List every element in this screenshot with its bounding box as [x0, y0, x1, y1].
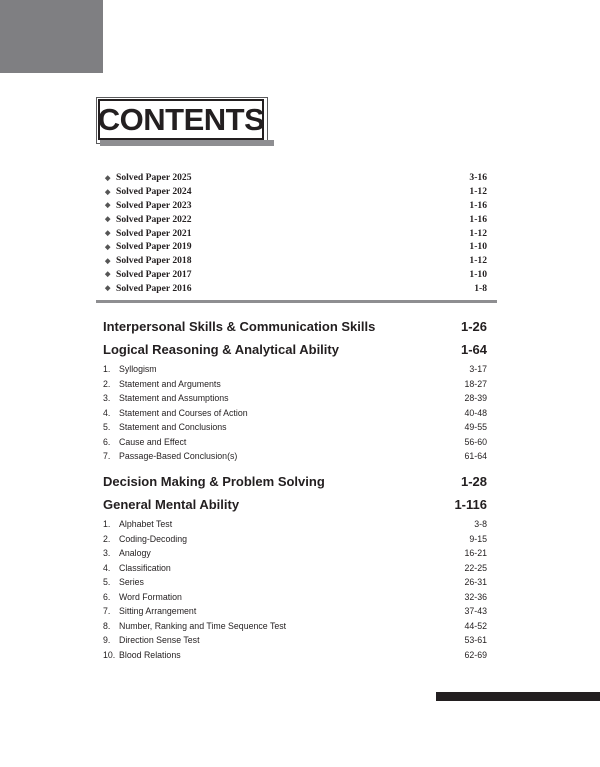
chapter-label: Word Formation [119, 591, 182, 602]
bullet-icon: ◆ [105, 201, 111, 210]
chapter-number: 2. [103, 378, 111, 389]
chapter-pages: 3-17 [469, 364, 487, 375]
title-box [98, 99, 264, 140]
chapter-number: 6. [103, 436, 111, 447]
solved-paper-row[interactable] [105, 212, 487, 226]
chapter-label: Number, Ranking and Time Sequence Test [119, 620, 287, 631]
chapter-label: Syllogism [119, 364, 157, 375]
chapter-pages: 44-52 [464, 620, 487, 631]
chapter-row[interactable] [103, 532, 487, 547]
chapter-number: 1. [103, 364, 111, 375]
section-heading[interactable] [103, 474, 487, 489]
chapter-pages: 16-21 [464, 548, 487, 559]
solved-paper-pages: 1-16 [469, 213, 487, 225]
chapter-number: 2. [103, 533, 111, 544]
bottom-decoration-bar [436, 692, 600, 701]
solved-paper-row[interactable] [105, 240, 487, 254]
title-underline-bar [100, 140, 274, 146]
chapter-pages: 49-55 [464, 422, 487, 433]
chapter-row[interactable] [103, 590, 487, 605]
section-heading[interactable] [103, 342, 487, 357]
solved-paper-label: Solved Paper 2023 [116, 199, 192, 211]
solved-paper-pages: 1-12 [469, 255, 487, 267]
chapter-number: 4. [103, 407, 111, 418]
chapter-row[interactable] [103, 575, 487, 590]
chapter-row[interactable] [103, 546, 487, 561]
corner-decoration [0, 0, 103, 73]
solved-paper-pages: 3-16 [469, 172, 487, 184]
section-interpersonal-skills [103, 319, 487, 334]
solved-paper-label: Solved Paper 2022 [116, 213, 192, 225]
chapter-number: 9. [103, 635, 111, 646]
solved-paper-label: Solved Paper 2018 [116, 255, 192, 267]
chapter-pages: 61-64 [464, 451, 487, 462]
chapter-pages: 3-8 [474, 519, 487, 530]
solved-paper-pages: 1-16 [469, 199, 487, 211]
chapter-label: Alphabet Test [119, 519, 173, 530]
chapter-row[interactable] [103, 619, 487, 634]
chapter-number: 3. [103, 548, 111, 559]
chapter-pages: 9-15 [469, 533, 487, 544]
section-general-mental-ability [103, 497, 487, 662]
bullet-icon: ◆ [105, 256, 111, 265]
section-decision-making [103, 474, 487, 489]
chapter-number: 5. [103, 577, 111, 588]
chapter-pages: 53-61 [464, 635, 487, 646]
chapter-row[interactable] [103, 517, 487, 532]
chapter-pages: 22-25 [464, 562, 487, 573]
section-pages: 1-28 [460, 474, 487, 489]
chapter-number: 8. [103, 620, 111, 631]
section-pages: 1-116 [454, 497, 487, 512]
page-title: CONTENTS [97, 101, 265, 137]
chapter-number: 6. [103, 591, 111, 602]
solved-paper-pages: 1-8 [474, 282, 487, 294]
solved-paper-row[interactable] [105, 226, 487, 240]
section-title: Decision Making & Problem Solving [103, 474, 325, 489]
solved-paper-label: Solved Paper 2021 [116, 227, 192, 239]
solved-paper-row[interactable] [105, 185, 487, 199]
chapter-row[interactable] [103, 406, 487, 421]
solved-paper-pages: 1-10 [469, 268, 487, 280]
chapter-row[interactable] [103, 648, 487, 663]
chapter-row[interactable] [103, 435, 487, 450]
chapter-pages: 62-69 [464, 649, 487, 660]
section-heading[interactable] [103, 497, 487, 512]
chapter-label: Statement and Assumptions [119, 393, 229, 404]
chapter-row[interactable] [103, 449, 487, 464]
chapter-label: Classification [119, 562, 171, 573]
solved-paper-row[interactable] [105, 268, 487, 282]
bullet-icon: ◆ [105, 173, 111, 182]
section-title: Logical Reasoning & Analytical Ability [103, 342, 339, 357]
bullet-icon: ◆ [105, 242, 111, 251]
chapter-pages: 32-36 [464, 591, 487, 602]
solved-papers-list [105, 171, 487, 295]
chapter-pages: 26-31 [464, 577, 487, 588]
solved-paper-label: Solved Paper 2025 [116, 172, 192, 184]
solved-paper-label: Solved Paper 2017 [116, 268, 192, 280]
chapter-label: Series [119, 577, 144, 588]
chapter-number: 5. [103, 422, 111, 433]
chapter-row[interactable] [103, 604, 487, 619]
bullet-icon: ◆ [105, 284, 111, 293]
chapter-label: Statement and Arguments [119, 378, 221, 389]
chapter-label: Blood Relations [119, 649, 181, 660]
solved-paper-label: Solved Paper 2024 [116, 186, 192, 198]
section-pages: 1-64 [460, 342, 487, 357]
chapter-pages: 28-39 [464, 393, 487, 404]
section-pages: 1-26 [460, 319, 487, 334]
chapter-row[interactable] [103, 377, 487, 392]
section-title: Interpersonal Skills & Communication Skills [103, 319, 376, 334]
chapter-row[interactable] [103, 391, 487, 406]
chapter-label: Coding-Decoding [119, 533, 187, 544]
section-heading[interactable] [103, 319, 487, 334]
chapter-number: 3. [103, 393, 111, 404]
chapter-row[interactable] [103, 420, 487, 435]
solved-paper-row[interactable] [105, 171, 487, 185]
chapter-number: 10. [103, 649, 116, 660]
chapter-label: Direction Sense Test [119, 635, 200, 646]
solved-paper-row[interactable] [105, 281, 487, 295]
chapter-label: Analogy [119, 548, 151, 559]
chapter-pages: 37-43 [464, 606, 487, 617]
solved-paper-pages: 1-12 [469, 186, 487, 198]
section-divider [96, 300, 497, 303]
chapter-pages: 40-48 [464, 407, 487, 418]
section-title: General Mental Ability [103, 497, 240, 512]
title-frame [96, 97, 274, 148]
solved-paper-pages: 1-12 [469, 227, 487, 239]
solved-paper-row[interactable] [105, 199, 487, 213]
chapter-label: Cause and Effect [119, 436, 187, 447]
solved-paper-label: Solved Paper 2019 [116, 241, 192, 253]
solved-paper-label: Solved Paper 2016 [116, 282, 192, 294]
chapter-pages: 56-60 [464, 436, 487, 447]
chapter-pages: 18-27 [464, 378, 487, 389]
chapter-number: 1. [103, 519, 111, 530]
solved-paper-row[interactable] [105, 254, 487, 268]
chapter-label: Passage-Based Conclusion(s) [119, 451, 238, 462]
section-logical-reasoning [103, 342, 487, 464]
bullet-icon: ◆ [105, 229, 111, 238]
chapter-row[interactable] [103, 561, 487, 576]
chapter-label: Statement and Courses of Action [119, 407, 248, 418]
bullet-icon: ◆ [105, 270, 111, 279]
chapter-label: Statement and Conclusions [119, 422, 227, 433]
bullet-icon: ◆ [105, 187, 111, 196]
chapter-label: Sitting Arrangement [119, 606, 197, 617]
chapter-number: 7. [103, 606, 111, 617]
chapter-row[interactable] [103, 633, 487, 648]
bullet-icon: ◆ [105, 215, 111, 224]
solved-paper-pages: 1-10 [469, 241, 487, 253]
chapter-number: 7. [103, 451, 111, 462]
chapter-row[interactable] [103, 362, 487, 377]
chapter-number: 4. [103, 562, 111, 573]
